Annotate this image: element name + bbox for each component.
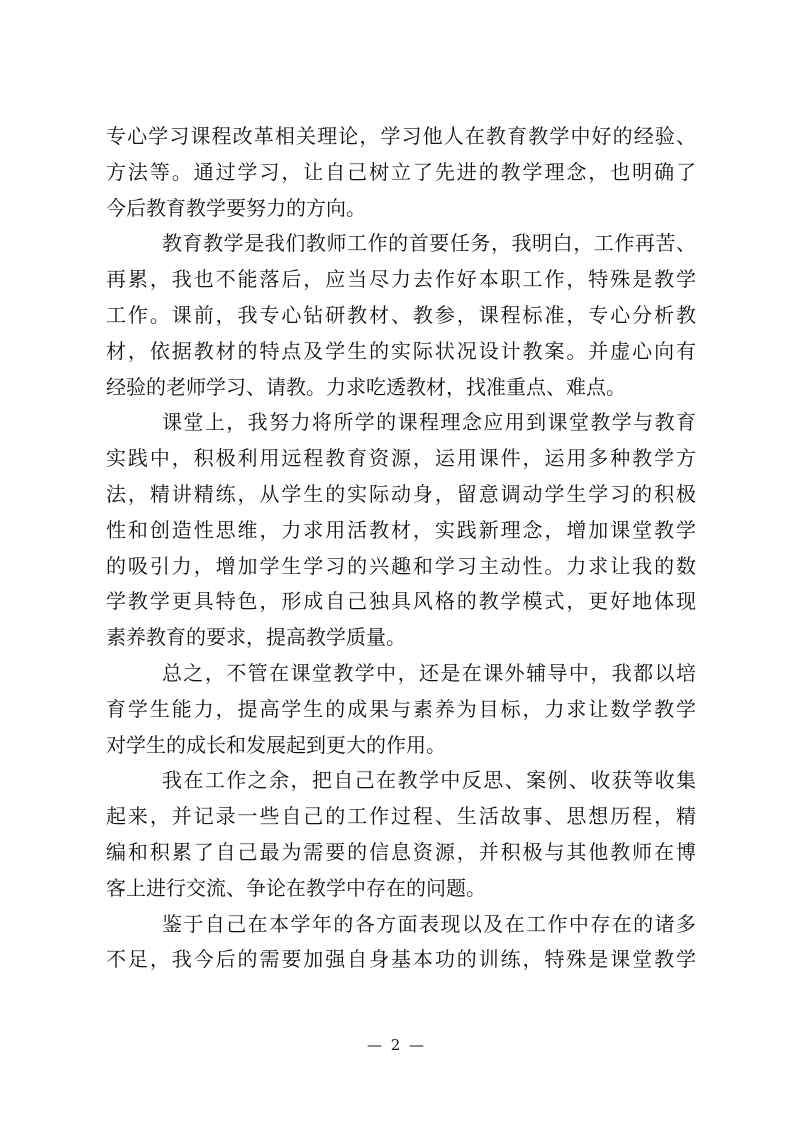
text-line: 起来，并记录一些自己的工作过程、生活故事、思想历程，精 xyxy=(106,804,696,829)
text-line: 学教学更具特色，形成自己独具风格的教学模式，更好地体现 xyxy=(106,589,696,614)
text-line: 教育教学是我们教师工作的首要任务，我明白，工作再苦、 xyxy=(162,231,696,256)
text-line: 的吸引力，增加学生学习的兴趣和学习主动性。力求让我的数 xyxy=(106,553,696,578)
text-line: 性和创造性思维，力求用活教材，实践新理念，增加课堂教学 xyxy=(106,517,696,542)
text-line: 课堂上，我努力将所学的课程理念应用到课堂教学与教育 xyxy=(162,410,696,435)
text-line: 法，精讲精练，从学生的实际动身，留意调动学生学习的积极 xyxy=(106,481,696,506)
page-number: — 2 — xyxy=(366,1036,427,1054)
text-line: 育学生能力，提高学生的成果与素养为目标，力求让数学教学 xyxy=(106,696,696,721)
text-line: 实践中，积极利用远程教育资源，运用课件，运用多种教学方 xyxy=(106,446,696,471)
text-line: 鉴于自己在本学年的各方面表现以及在工作中存在的诸多 xyxy=(162,911,696,936)
text-line: 素养教育的要求，提高教学质量。 xyxy=(106,625,406,650)
paragraph xyxy=(106,119,696,226)
text-line: 专心学习课程改革相关理论，学习他人在教育教学中好的经验、 xyxy=(106,124,696,148)
paragraph xyxy=(106,907,696,979)
text-line: 材，依据教材的特点及学生的实际状况设计教案。并虚心向有 xyxy=(106,338,696,363)
text-line: 我在工作之余，把自己在教学中反思、案例、收获等收集 xyxy=(162,768,696,793)
text-line: 客上进行交流、争论在教学中存在的问题。 xyxy=(106,875,486,900)
text-line: 经验的老师学习、请教。力求吃透教材，找准重点、难点。 xyxy=(106,374,626,399)
text-line: 今后教育教学要努力的方向。 xyxy=(106,195,366,220)
text-line: 不足，我今后的需要加强自身基本功的训练，特殊是课堂教学 xyxy=(106,947,696,972)
paragraph xyxy=(106,656,696,763)
document-body xyxy=(106,119,696,978)
text-line: 工作。课前，我专心钻研教材、教参，课程标准，专心分析教 xyxy=(106,302,696,327)
paragraph xyxy=(106,763,696,906)
text-line: 再累，我也不能落后，应当尽力去作好本职工作，特殊是教学 xyxy=(106,267,696,292)
text-line: 编和积累了自己最为需要的信息资源，并积极与其他教师在博 xyxy=(106,839,696,864)
text-line: 方法等。通过学习，让自己树立了先进的教学理念，也明确了 xyxy=(106,159,696,184)
paragraph xyxy=(106,226,696,405)
paragraph xyxy=(106,405,696,656)
text-line: 对学生的成长和发展起到更大的作用。 xyxy=(106,732,446,757)
text-line: 总之，不管在课堂教学中，还是在课外辅导中，我都以培 xyxy=(162,660,696,685)
